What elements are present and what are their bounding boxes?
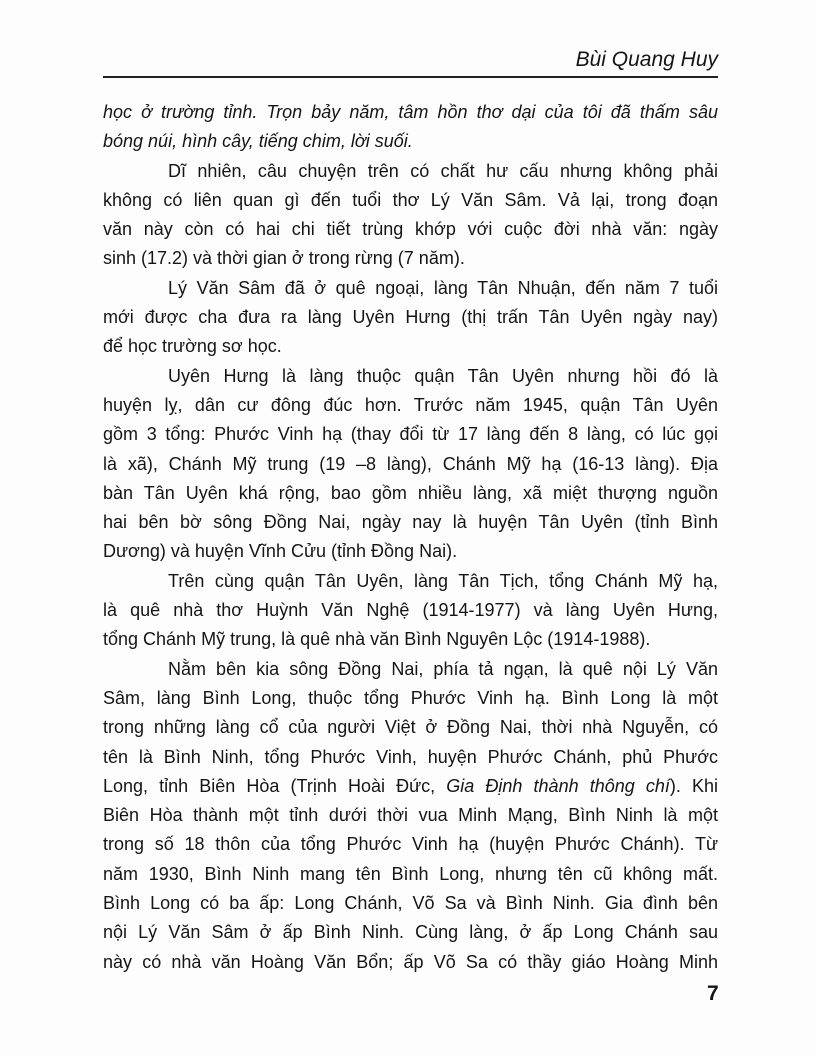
text-line: Uyên Hưng là làng thuộc quận Tân Uyên nhưng hồi đó là [168, 365, 718, 386]
text-line: nội Lý Văn Sâm ở ấp Bình Ninh. Cùng làng, ở ấp Long Chánh sau [103, 922, 718, 943]
text-line: Dĩ nhiên, câu chuyện trên có chất hư cấu nhưng không phải [168, 160, 718, 181]
text-line: văn này còn có hai chi tiết trùng khớp với cuộc đời nhà văn: ngày [103, 219, 718, 240]
text-line: Biên Hòa thành một tỉnh dưới thời vua Minh Mạng, Bình Ninh là một [103, 805, 718, 826]
text-line: bàn Tân Uyên khá rộng, bao gồm nhiều làng, xã miệt thượng nguồn [103, 482, 718, 503]
book-title: Gia Định thành thông chí [446, 775, 670, 796]
text-line: mới được cha đưa ra làng Uyên Hưng (thị trấn Tân Uyên ngày nay) [103, 307, 718, 328]
text-line: trong những làng cổ của người Việt ở Đồng Nai, thời nhà Nguyễn, có [103, 717, 718, 738]
body-text [103, 98, 718, 977]
text-line: là quê nhà thơ Huỳnh Văn Nghệ (1914-1977) và làng Uyên Hưng, [103, 600, 718, 621]
paragraph [103, 274, 718, 362]
page-number: 7 [707, 982, 719, 1005]
text-line: năm 1930, Bình Ninh mang tên Bình Long, nhưng tên cũ không mất. [103, 863, 718, 884]
paragraph [103, 567, 718, 655]
text-line: không có liên quan gì đến tuổi thơ Lý Văn Sâm. Vả lại, trong đoạn [103, 189, 718, 210]
header-author: Bùi Quang Huy [575, 48, 718, 71]
text-line: gồm 3 tổng: Phước Vinh hạ (thay đổi từ 17 làng đến 8 làng, có lúc gọi [103, 424, 718, 445]
text-line: tên là Bình Ninh, tổng Phước Vinh, huyện Phước Chánh, phủ Phước [103, 746, 718, 767]
text-line: huyện lỵ, dân cư đông đúc hơn. Trước năm 1945, quận Tân Uyên [103, 394, 718, 415]
text-line: học ở trường tỉnh. Trọn bảy năm, tâm hồn thơ dại của tôi đã thấm sâu [103, 102, 718, 122]
text-line: Nằm bên kia sông Đồng Nai, phía tả ngạn, là quê nội Lý Văn [168, 658, 718, 679]
text-line: Lý Văn Sâm đã ở quê ngoại, làng Tân Nhuận, đến năm 7 tuổi [168, 277, 718, 298]
text-line: này có nhà văn Hoàng Văn Bổn; ấp Võ Sa có thầy giáo Hoàng Minh [103, 951, 718, 972]
text-line: để học trường sơ học. [103, 336, 282, 357]
text-line: Trên cùng quận Tân Uyên, làng Tân Tịch, tổng Chánh Mỹ hạ, [168, 570, 718, 591]
text-line: Dương) và huyện Vĩnh Cửu (tỉnh Đồng Nai). [103, 541, 458, 562]
text-line: Bình Long có ba ấp: Long Chánh, Võ Sa và Bình Ninh. Gia đình bên [103, 893, 718, 914]
text-line: trong số 18 thôn của tổng Phước Vinh hạ (huyện Phước Chánh). Từ [103, 834, 718, 855]
text-line: Long, tỉnh Biên Hòa (Trịnh Hoài Đức, Gia Định thành thông chí). Khi [103, 775, 718, 796]
text-line: hai bên bờ sông Đồng Nai, ngày nay là huyện Tân Uyên (tỉnh Bình [103, 512, 718, 533]
running-header [103, 48, 718, 78]
text-line: là xã), Chánh Mỹ trung (19 –8 làng), Chánh Mỹ hạ (16-13 làng). Địa [103, 453, 718, 474]
text-line: tổng Chánh Mỹ trung, là quê nhà văn Bình Nguyên Lộc (1914-1988). [103, 629, 651, 650]
paragraph [103, 362, 718, 567]
paragraph [103, 655, 718, 977]
paragraph [103, 98, 718, 157]
text-line: sinh (17.2) và thời gian ở trong rừng (7 năm). [103, 248, 465, 269]
text-line: bóng núi, hình cây, tiếng chim, lời suối. [103, 131, 413, 152]
text-line: Sâm, làng Bình Long, thuộc tổng Phước Vinh hạ. Bình Long là một [103, 687, 718, 708]
paragraph [103, 157, 718, 274]
